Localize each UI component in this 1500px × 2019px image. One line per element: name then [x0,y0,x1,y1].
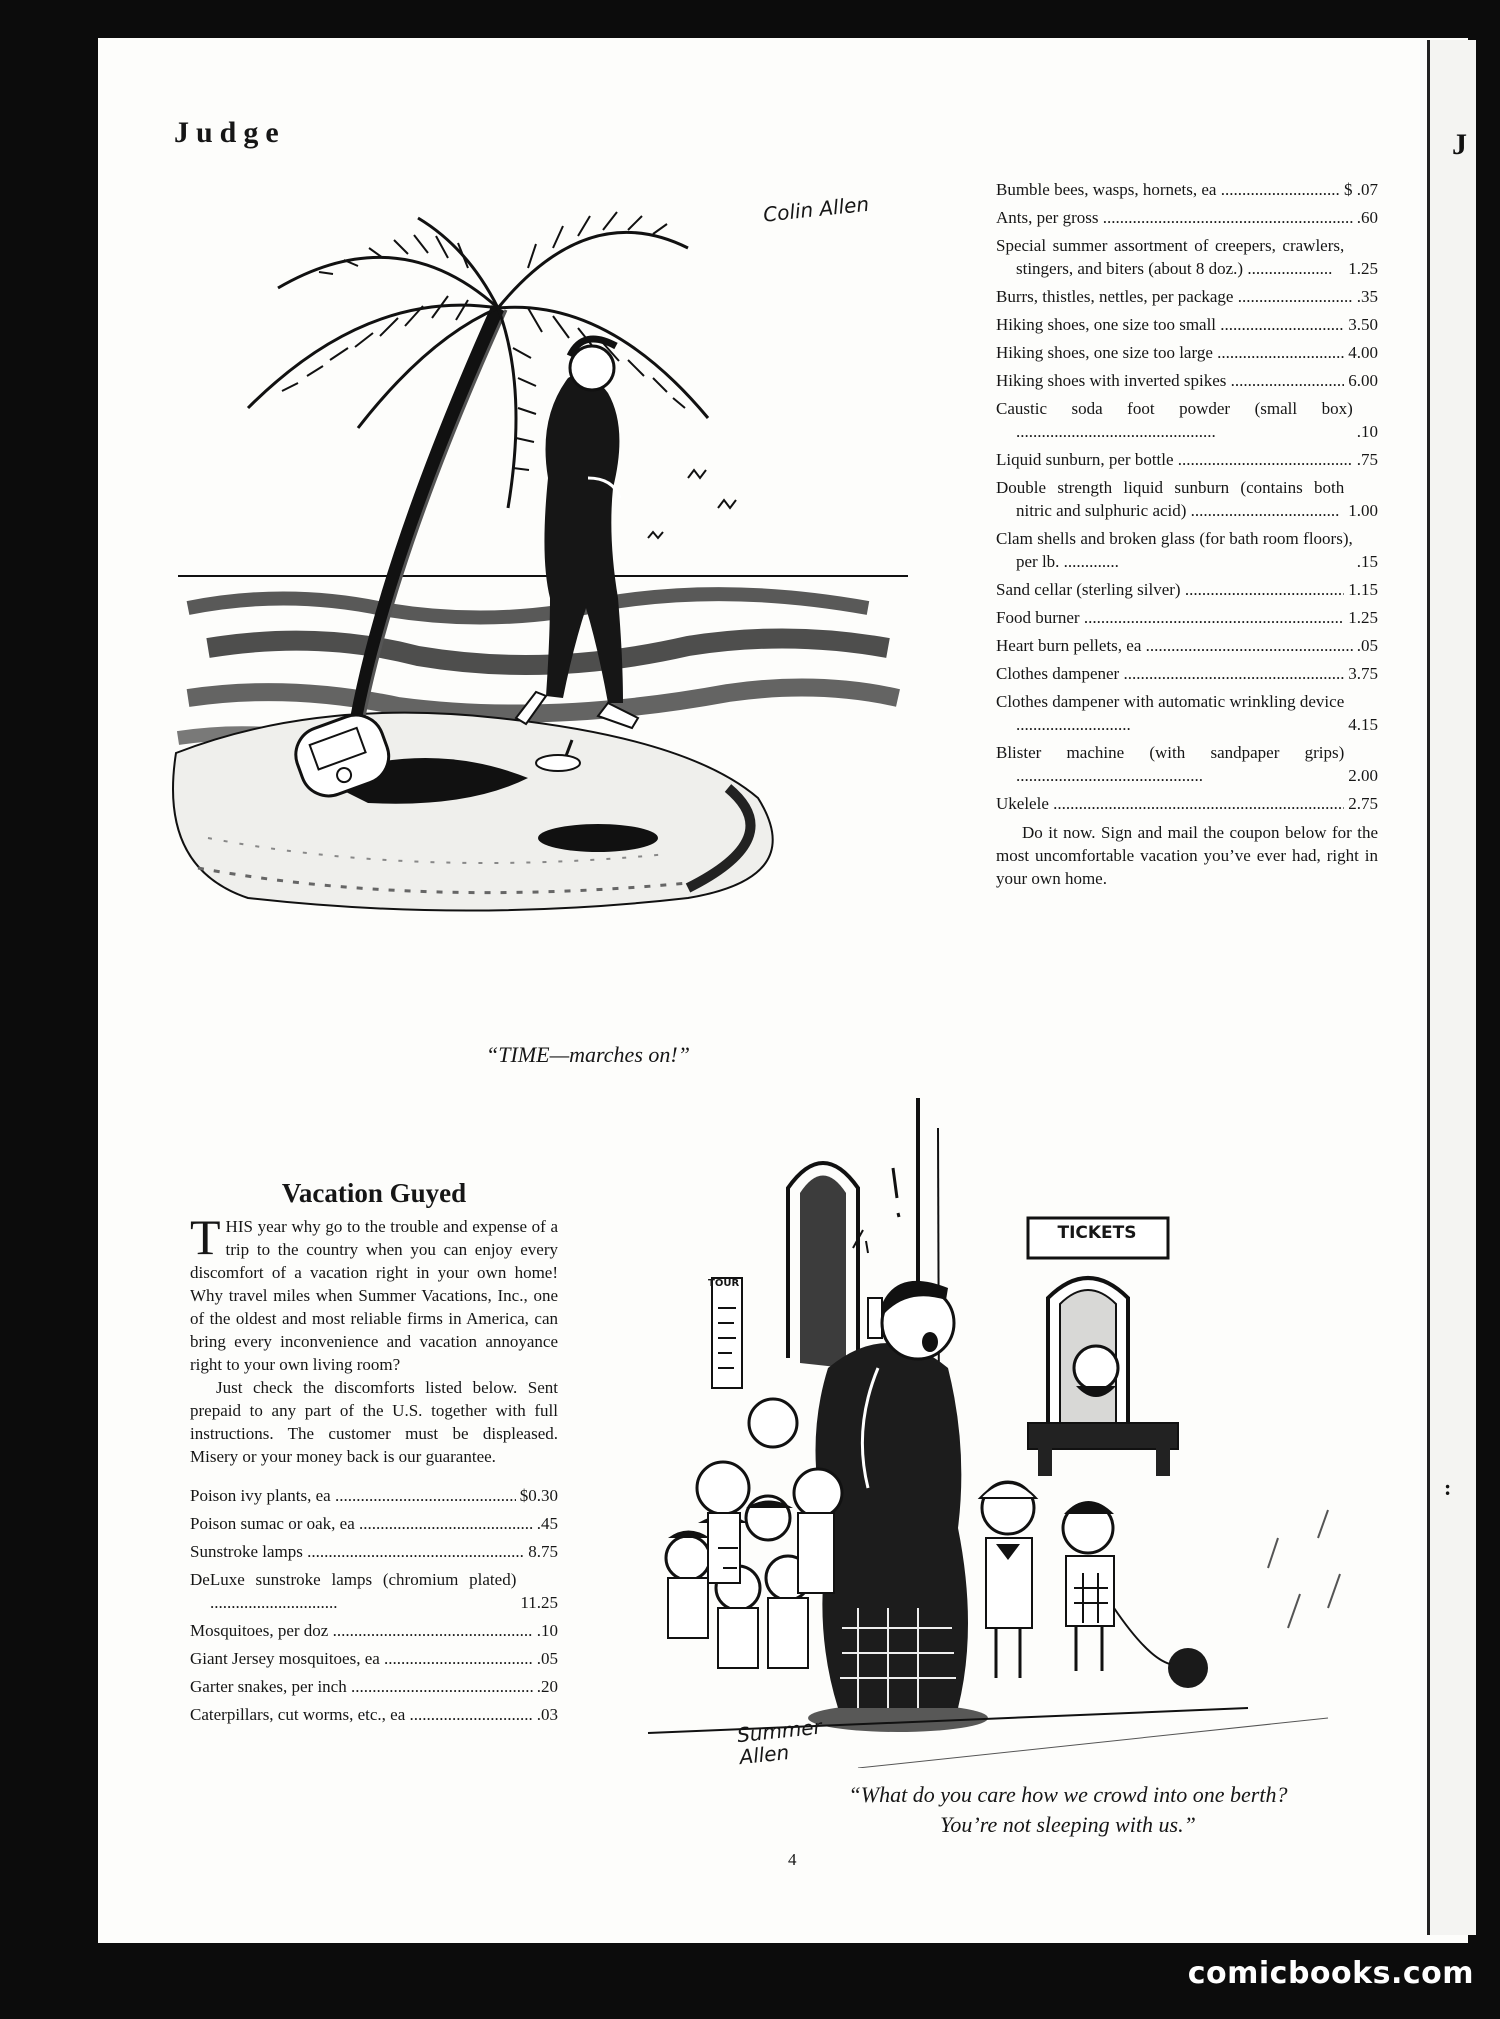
facing-page-mark: : [1444,1475,1452,1500]
magazine-page [98,38,1468,1943]
price-row: Sand cellar (sterling silver) ..... 1.15 [996,578,1378,601]
price-row: Giant Jersey mosquitoes, ea ..... .05 [190,1647,558,1670]
price-row: Hiking shoes with inverted spikes ..... 6.00 [996,369,1378,392]
price-row: Caterpillars, cut worms, etc., ea ..... .03 [190,1703,558,1726]
price-row: DeLuxe sunstroke lamps (chromium plated) .............................. 11.25 [190,1570,558,1612]
price-row: Clothes dampener with automatic wrinkling device ........................... 4.15 [996,692,1378,734]
closing-paragraph: Do it now. Sign and mail the coupon below for the most uncomfortable vacation you’ve ever had, right in your own home. [996,823,1378,888]
price-row: Sunstroke lamps ..... 8.75 [190,1540,558,1563]
price-list-right [996,178,1378,890]
article-title: Vacation Guyed [281,1178,467,1208]
price-row: Food burner ..... 1.25 [996,606,1378,629]
page-number: 4 [788,1850,797,1869]
price-row: Poison sumac or oak, ea ..... .45 [190,1512,558,1535]
price-row: Garter snakes, per inch ..... .20 [190,1675,558,1698]
ticket-window-cartoon [628,1068,1388,1768]
ticket-caption: “What do you care how we crowd into one berth? You’re not sleeping with us.” [848,1782,1288,1837]
price-row: Ukelele ..... 2.75 [996,792,1378,815]
cartoon-signature: Summer Allen [735,1714,823,1770]
page-header: Judge [174,116,286,149]
facing-page-edge [1427,40,1476,1935]
drop-cap: T [190,1209,221,1265]
article-column [190,1178,558,1731]
price-row: Special summer assortment of creepers, crawlers, stingers, and biters (about 8 doz.) .................... 1.25 [996,236,1378,278]
price-row: Bumble bees, wasps, hornets, ea ..... $ .07 [996,178,1378,201]
price-row: Caustic soda foot powder (small box) ............................................... .10 [996,399,1378,441]
tickets-sign: TICKETS [1057,1223,1137,1243]
price-row: Clothes dampener ..... 3.75 [996,662,1378,685]
price-row: Poison ivy plants, ea ..... $0.30 [190,1484,558,1507]
price-row: Hiking shoes, one size too small ..... 3.50 [996,313,1378,336]
price-row: Blister machine (with sandpaper grips) ............................................ 2.00 [996,743,1378,785]
price-row: Heart burn pellets, ea ..... .05 [996,634,1378,657]
price-row: Liquid sunburn, per bottle ..... .75 [996,448,1378,471]
price-row: Mosquitoes, per doz ..... .10 [190,1619,558,1642]
watermark: comicbooks.com [1187,1956,1474,1991]
price-row: Burrs, thistles, nettles, per package ..... .35 [996,285,1378,308]
castaway-caption: “TIME—marches on!” [486,1042,690,1067]
price-row: Ants, per gross ..... .60 [996,206,1378,229]
cartoon-signature: Colin Allen [762,191,871,227]
price-row: Double strength liquid sunburn (contains both nitric and sulphuric acid) ................................... 1.00 [996,478,1378,520]
facing-page-header: J [1452,128,1473,161]
price-row: Hiking shoes, one size too large ..... 4.00 [996,341,1378,364]
article-intro: THIS year why go to the trouble and expense of a trip to the country when you can enjoy every discomfort of a vacation right in your own home! Why travel miles when Summer Vacations, Inc., one of the oldest and most reliable firms in America, can bring every inconvenience and vacation annoyance right to your own living room? [190,1209,558,1374]
price-row: Clam shells and broken glass (for bath room floors), per lb. ............. .15 [996,529,1378,571]
castaway-cartoon [168,178,908,1048]
tour-sign: TOUR [708,1278,740,1289]
article-instructions: Just check the discomforts listed below. Sent prepaid to any part of the U.S. together with full instructions. The customer must be displeased. Misery or your money back is our guarantee. [190,1378,558,1466]
